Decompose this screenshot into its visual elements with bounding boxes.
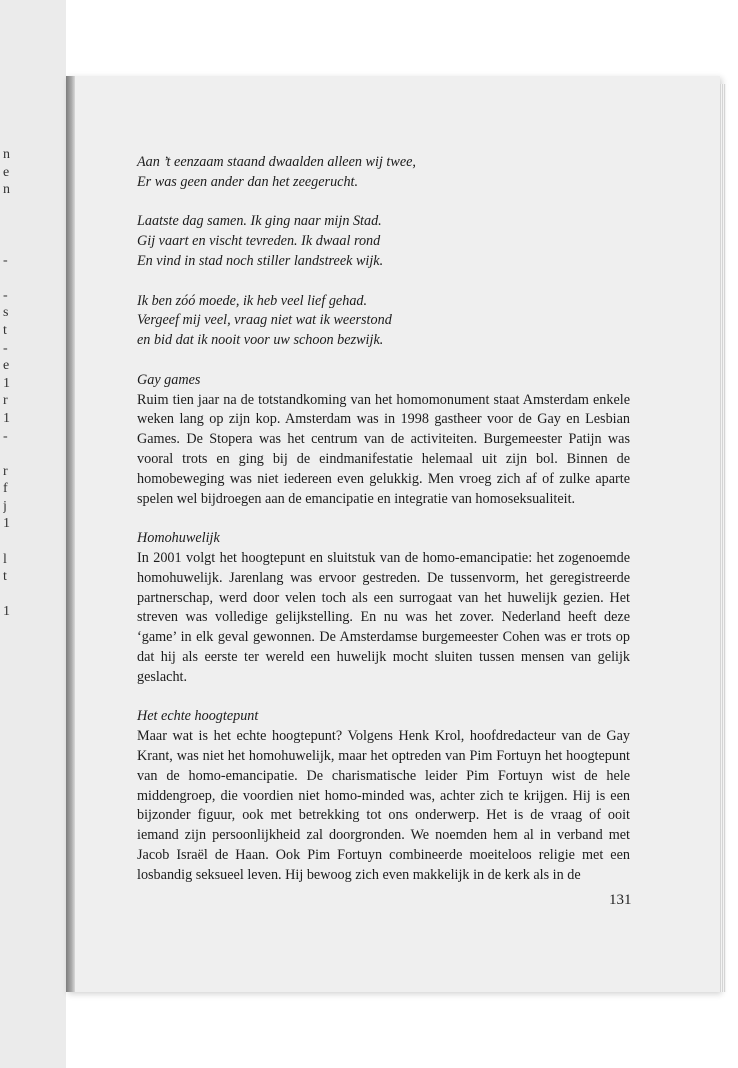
previous-page-letter — [3, 199, 10, 217]
previous-page-letter: e — [3, 164, 10, 180]
previous-page-letter: t — [3, 322, 7, 338]
previous-page-letter: t — [3, 569, 7, 585]
previous-page-letter — [3, 269, 10, 287]
previous-page-letter: l — [3, 551, 7, 567]
previous-page-letter: r — [3, 463, 8, 479]
poem-line: En vind in stad noch stiller landstreek wijk. — [137, 252, 384, 269]
previous-page-letter — [3, 533, 10, 551]
previous-page-letter: - — [3, 340, 8, 356]
poem-stanza — [137, 153, 630, 193]
section-heading: Het echte hoogtepunt — [137, 708, 259, 725]
previous-page-letter: 1 — [3, 410, 10, 426]
section-body: Maar wat is het echte hoogtepunt? Volgens Henk Krol, hoofdredacteur van de Gay Krant, was niet het homohuwelijk, maar het optreden van Pim Fortuyn het hoogtepunt van de homo-emancipatie. De charismatische leider Pim Fortuyn wist de hele middengroep, die voordien niet homo-minded was, achter zich te krijgen. Hij is een bijzonder figuur, ook met betrekking tot ons onderwerp. Het is de vraag of ooit iemand zijn persoonlijkheid zal doorgronden. We noemden hem al in verband met Jacob Israël de Haan. Ook Pim Fortuyn combineerde moeiteloos religie met een losbandig seksueel leven. Hij bewoog zich even makkelijk in de kerk als in de — [137, 728, 630, 883]
previous-page-letter: 1 — [3, 516, 10, 532]
previous-page-letter: f — [3, 481, 8, 497]
previous-page-letter: j — [3, 498, 7, 514]
poem — [137, 153, 630, 351]
poem-line: en bid dat ik nooit voor uw schoon bezwijk. — [137, 332, 384, 349]
section-het-echte-hoogtepunt — [137, 707, 630, 885]
section-heading: Homohuwelijk — [137, 530, 220, 547]
previous-page-letter — [3, 234, 10, 252]
previous-page-letter: - — [3, 252, 8, 268]
previous-page-letter: - — [3, 287, 8, 303]
poem-line: Vergeef mij veel, vraag niet wat ik weerstond — [137, 312, 392, 329]
previous-page-letter: 1 — [3, 604, 10, 620]
previous-page-text-fragments — [3, 146, 10, 621]
book-spine-shadow — [66, 76, 75, 992]
page-number: 131 — [609, 892, 632, 908]
previous-page-letter: e — [3, 358, 10, 374]
previous-page-letter: 1 — [3, 375, 10, 391]
poem-stanza — [137, 292, 630, 351]
section-homohuwelijk — [137, 529, 630, 687]
previous-page-letter — [3, 586, 10, 604]
poem-line: Ik ben zóó moede, ik heb veel lief gehad. — [137, 292, 368, 309]
previous-page-edge — [0, 0, 66, 1068]
page-stack-edge — [720, 84, 726, 992]
poem-line: Aan ’t eenzaam staand dwaalden alleen wij twee, — [137, 154, 416, 170]
book-page — [66, 76, 720, 992]
previous-page-letter: r — [3, 393, 8, 409]
poem-line: Laatste dag samen. Ik ging naar mijn Stad. — [137, 213, 382, 230]
section-body: In 2001 volgt het hoogtepunt en sluitstuk van de homo-emancipatie: het zogenoemde homohuwelijk. Jarenlang was ervoor gestreden. De tussenvorm, het geregistreerde partnerschap, werd door velen toch als een surrogaat van het huwelijk gezien. Het streven was volledige gelijkstelling. En nu was het zover. Nederland heeft deze ‘game’ in elk geval gewonnen. De Amsterdamse burgemeester Cohen was er trots op dat hij als eerste ter wereld een huwelijk mocht sluiten tussen mensen van gelijk geslacht. — [137, 549, 630, 685]
previous-page-letter — [3, 445, 10, 463]
previous-page-letter — [3, 216, 10, 234]
poem-stanza — [137, 212, 630, 271]
previous-page-letter: s — [3, 305, 9, 321]
poem-line: Gij vaart en vischt tevreden. Ik dwaal rond — [137, 233, 381, 250]
section-heading: Gay games — [137, 371, 201, 388]
page-content — [137, 153, 630, 885]
previous-page-letter: - — [3, 428, 8, 444]
poem-line: Er was geen ander dan het zeegerucht. — [137, 173, 359, 190]
section-gay-games — [137, 371, 630, 510]
previous-page-letter: n — [3, 147, 10, 162]
section-body: Ruim tien jaar na de totstandkoming van het homomonument staat Amsterdam enkele weken lang op zijn kop. Amsterdam was in 1998 gastheer voor de Gay en Lesbian Games. De Stopera was het centrum van de activiteiten. Burgemeester Patijn was vooral trots en ging bij de eindmanifestatie helemaal uit zijn bol. Binnen de homobeweging was niet iedereen even gelukkig. Men vroeg zich af of zulke aparte spelen wel bijdroegen aan de emancipatie en integratie van homoseksualiteit. — [137, 391, 630, 507]
previous-page-letter: n — [3, 182, 10, 198]
